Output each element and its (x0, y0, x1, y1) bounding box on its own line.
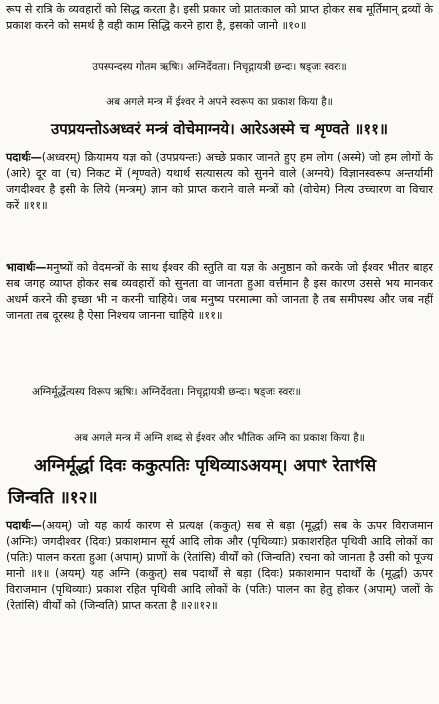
padartha-12 (6, 518, 433, 614)
padartha-label: पदार्थः— (6, 151, 42, 164)
bhavartha-11 (6, 260, 433, 324)
mantra-intro-12: अब अगले मन्त्र में अग्नि शब्द से ईश्वर और भौतिक अग्नि का प्रकाश किया है॥ (74, 432, 365, 444)
mantra-11: उपप्रयन्तोऽअध्वरं मन्त्रं वोचेमाग्नये। आरेऽअस्मे च शृण्वते ॥११॥ (51, 120, 388, 138)
padartha-text: (अध्वरम्) क्रियामय यज्ञ को (उपप्रयन्तः) अच्छे प्रकार जानते हुए हम लोग (अस्मे) जो हम लोगों के (आरे) दूर वा (च) निकट में (शृण्वते) यथार्थ सत्यासत्य को सुनने वाले (अग्नये) विज्ञानस्वरूप अन्तर्यामी जगदीश्वर है इसी के लिये (मन्त्रम्) ज्ञान को प्राप्त कराने वाले मन्त्रों को (वोचेम) नित्य उच्चारण वा विचार करें ॥११॥ (6, 151, 433, 212)
rishi-devata-line-12: अग्निर्मूर्द्धेत्यस्य विरूप ऋषिः। अग्निर्देवता। निचृद्गायत्री छन्दः। षड्जः स्वरः॥ (32, 386, 301, 398)
rishi-devata-line-11: उपस्पन्दस्य गोतम ऋषिः। अग्निर्देवता। निचृद्गायत्री छन्दः। षड्जः स्वरः॥ (92, 61, 347, 73)
padartha-11 (6, 150, 433, 214)
previous-explanation-ending: रूप से रात्रि के व्यवहारों को सिद्ध करता है। इसी प्रकार जो प्रातःकाल को प्राप्त होकर सब मूर्तिमान् द्रव्यों के प्रकाश करने को समर्थ है वही काम सिद्धि करने हारा है, इसको जानो ॥१०॥ (6, 3, 433, 32)
padartha-text: (अयम्) जो यह कार्य कारण से प्रत्यक्ष (ककुत्) सब से बड़ा (मूर्द्धा) सब के ऊपर विराजमान (अग्निः) जगदीश्वर (दिवः) प्रकाशमान सूर्य आदि लोक और (पृथिव्याः) प्रकाशरहित पृथिवी आदि लोकों का (पतिः) पालन करता हुआ (अपाम्) प्राणों के (रेतांसि) वीर्यों को (जिन्वति) रचना को जानता है उसी को पूज्य मानो ॥१॥ (अयम्) यह अग्नि (ककुत्) सब पदार्थों से बड़ा (दिवः) प्रकाशमान पदार्थों के (मूर्द्धा) ऊपर विराजमान (पृथिव्याः) प्रकाश रहित पृथिवी आदि लोकों के (पतिः) पालन का हेतु होकर (अपाम्) जलों के (रेतांसि) वीर्यों को (जिन्वति) प्राप्त करता है ॥२॥१२॥ (6, 519, 433, 612)
bhavartha-label: भावार्थः— (6, 261, 47, 274)
mantra-12-line-2: जिन्वति ॥१२॥ (8, 488, 98, 508)
bhavartha-text: मनुष्यों को वेदमन्त्रों के साथ ईश्वर की स्तुति वा यज्ञ के अनुष्ठान को करके जो ईश्वर भीतर बाहर सब जगह व्याप्त होकर सब व्यवहारों को सुनता वा जानता हुआ वर्त्तमान है इस कारण उससे भय मानकर अधर्म करने की इच्छा भी न करनी चाहिये। जब मनुष्य परमात्मा को जानता है तब समीपस्थ और जब नहीं जानता तब दूरस्थ है ऐसा निश्चय जानना चाहिये ॥११॥ (6, 261, 433, 322)
padartha-label: पदार्थः— (6, 519, 42, 532)
mantra-intro-11: अब अगले मन्त्र में ईश्वर ने अपने स्वरूप का प्रकाश किया है॥ (106, 96, 333, 108)
mantra-12-line-1: अग्निर्मूर्द्धा दिवः ककुत्पतिः पृथिव्याऽअयम्। अपाꣳ रेताꣳसि (34, 456, 377, 476)
